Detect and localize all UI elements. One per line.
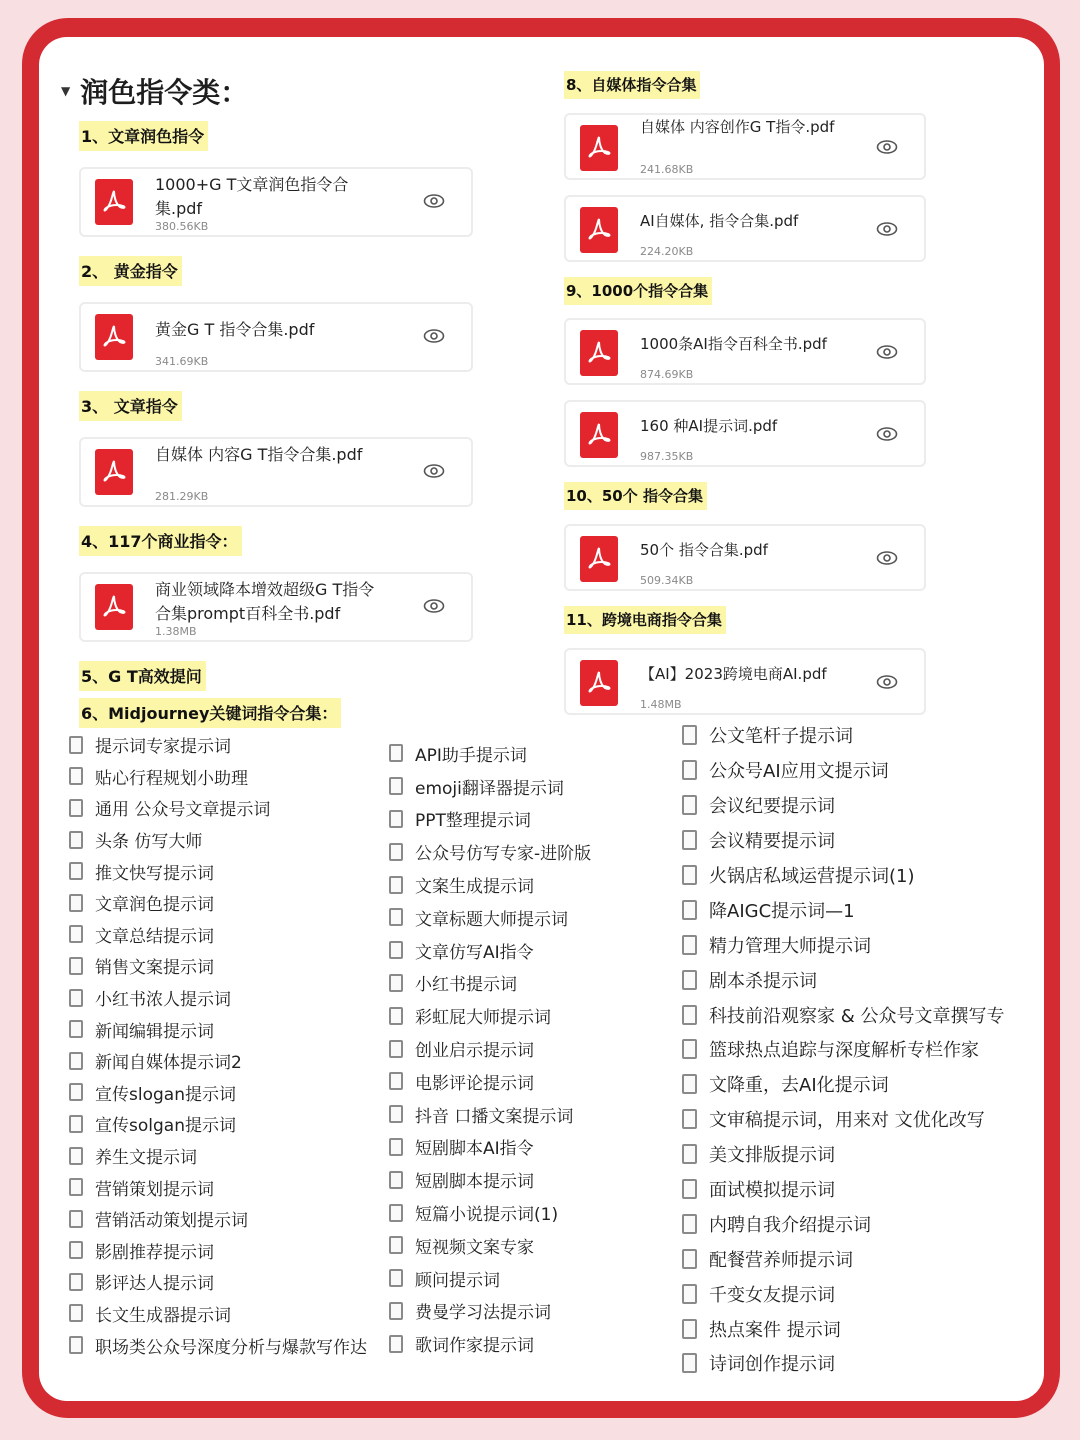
document-icon xyxy=(389,1171,403,1189)
list-item[interactable] xyxy=(69,919,367,951)
list-item-label: 内聘自我介绍提示词 xyxy=(709,1214,871,1236)
list-item-label: 推文快写提示词 xyxy=(95,863,214,884)
document-icon xyxy=(389,744,403,762)
list-item-label: 会议纪要提示词 xyxy=(709,796,835,818)
document-icon xyxy=(69,799,83,817)
pdf-icon xyxy=(580,207,618,253)
document-icon xyxy=(682,1249,697,1269)
document-icon xyxy=(682,1039,697,1059)
list-item-label: 短篇小说提示词(1) xyxy=(415,1205,559,1226)
file-card[interactable] xyxy=(564,524,926,591)
document-icon xyxy=(69,1273,83,1291)
list-item-label: 销售文案提示词 xyxy=(95,958,214,979)
list-item[interactable] xyxy=(682,1346,1004,1381)
document-icon xyxy=(389,941,403,959)
list-item[interactable] xyxy=(682,858,1004,893)
list-item-label: 公文笔杆子提示词 xyxy=(709,726,853,748)
file-card[interactable] xyxy=(564,195,926,262)
list-item-label: 长文生成器提示词 xyxy=(95,1305,231,1326)
document-icon xyxy=(69,1304,83,1322)
document-icon xyxy=(682,1179,697,1199)
document-icon xyxy=(682,1074,697,1094)
file-name: 自媒体 内容创作G T指令.pdf xyxy=(640,118,835,136)
document-icon xyxy=(69,1020,83,1038)
list-item[interactable] xyxy=(682,1206,1004,1241)
list-item[interactable] xyxy=(389,901,591,934)
document-icon xyxy=(389,1138,403,1156)
document-icon xyxy=(682,970,697,990)
file-card[interactable] xyxy=(79,302,473,372)
list-item-label: 短剧脚本提示词 xyxy=(415,1172,534,1193)
heading-8: 8、自媒体指令合集 xyxy=(564,71,700,99)
document-icon xyxy=(682,830,697,850)
pdf-icon xyxy=(95,449,133,495)
list-item[interactable] xyxy=(682,823,1004,858)
file-card[interactable] xyxy=(564,648,926,715)
list-item[interactable] xyxy=(389,1163,591,1196)
list-item[interactable] xyxy=(682,892,1004,927)
list-item[interactable] xyxy=(389,934,591,967)
document-icon xyxy=(389,1040,403,1058)
list-item[interactable] xyxy=(389,967,591,1000)
document-icon xyxy=(69,1241,83,1259)
pdf-icon xyxy=(580,660,618,706)
list-item[interactable] xyxy=(389,1229,591,1262)
list-item[interactable] xyxy=(69,1329,367,1361)
pdf-icon xyxy=(95,314,133,360)
document-icon xyxy=(389,1236,403,1254)
list-item[interactable] xyxy=(682,927,1004,962)
preview-eye-icon[interactable] xyxy=(876,426,898,442)
document-icon xyxy=(682,900,697,920)
document-icon xyxy=(389,810,403,828)
document-icon xyxy=(682,1353,697,1373)
list-item-label: 文审稿提示词，用来对 文优化改写 xyxy=(709,1110,985,1132)
list-item[interactable] xyxy=(389,803,591,836)
list-item-label: 文章总结提示词 xyxy=(95,926,214,947)
list-item[interactable] xyxy=(69,1203,367,1235)
heading-2: 2、 黄金指令 xyxy=(79,256,182,286)
list-item[interactable] xyxy=(682,1102,1004,1137)
preview-eye-icon[interactable] xyxy=(876,221,898,237)
list-item-label: 影剧推荐提示词 xyxy=(95,1242,214,1263)
document-icon xyxy=(69,1210,83,1228)
list-item[interactable] xyxy=(389,770,591,803)
list-item-label: 影评达人提示词 xyxy=(95,1274,214,1295)
list-item-label: 费曼学习法提示词 xyxy=(415,1303,551,1324)
section-title-text: 润色指令类： xyxy=(80,76,249,109)
document-icon xyxy=(69,1052,83,1070)
list-item-label: 营销活动策划提示词 xyxy=(95,1211,248,1232)
document-icon xyxy=(389,1335,403,1353)
list-item-label: 会议精要提示词 xyxy=(709,831,835,853)
list-item[interactable] xyxy=(389,1196,591,1229)
list-item-label: 面试模拟提示词 xyxy=(709,1180,835,1202)
list-item-label: 科技前沿观察家 & 公众号文章撰写专 xyxy=(709,1005,1005,1027)
heading-11: 11、跨境电商指令合集 xyxy=(564,606,726,634)
file-size: 874.69KB xyxy=(640,368,694,381)
document-icon xyxy=(69,736,83,754)
list-item[interactable] xyxy=(389,999,591,1032)
list-item-label: 通用 公众号文章提示词 xyxy=(95,800,271,821)
list-item-label: 宣传solgan提示词 xyxy=(95,1116,236,1137)
document-icon xyxy=(682,1214,697,1234)
list-item-label: 电影评论提示词 xyxy=(415,1073,534,1094)
document-icon xyxy=(682,795,697,815)
document-icon xyxy=(69,862,83,880)
list-item-label: 营销策划提示词 xyxy=(95,1179,214,1200)
file-size: 1.38MB xyxy=(155,625,197,638)
list-item[interactable] xyxy=(69,855,367,887)
document-icon xyxy=(69,767,83,785)
list-item[interactable] xyxy=(682,1311,1004,1346)
document-icon xyxy=(682,865,697,885)
heading-6: 6、Midjourney关键词指令合集： xyxy=(79,698,341,728)
section-title xyxy=(61,71,248,111)
preview-eye-icon[interactable] xyxy=(876,550,898,566)
pdf-icon xyxy=(580,412,618,458)
file-size: 1.48MB xyxy=(640,698,682,711)
list-item-label: 公众号AI应用文提示词 xyxy=(709,761,889,783)
document-icon xyxy=(389,777,403,795)
document-icon xyxy=(682,1284,697,1304)
list-item[interactable] xyxy=(69,1108,367,1140)
list-item-label: 诗词创作提示词 xyxy=(709,1354,835,1376)
document-icon xyxy=(682,1109,697,1129)
list-item[interactable] xyxy=(389,868,591,901)
document-icon xyxy=(389,1072,403,1090)
document-icon xyxy=(69,831,83,849)
list-item[interactable] xyxy=(682,1067,1004,1102)
list-item[interactable] xyxy=(69,1013,367,1045)
list-item[interactable] xyxy=(69,1171,367,1203)
file-card[interactable] xyxy=(79,437,473,507)
preview-eye-icon[interactable] xyxy=(876,344,898,360)
file-card[interactable] xyxy=(564,318,926,385)
list-item[interactable] xyxy=(389,1131,591,1164)
list-item-label: 美文排版提示词 xyxy=(709,1145,835,1167)
list-item-label: 养生文提示词 xyxy=(95,1148,197,1169)
document-icon xyxy=(69,989,83,1007)
heading-4: 4、117个商业指令： xyxy=(79,526,242,556)
list-item[interactable] xyxy=(682,753,1004,788)
file-size: 224.20KB xyxy=(640,245,694,258)
document-icon xyxy=(389,1105,403,1123)
list-item[interactable] xyxy=(69,982,367,1014)
file-size: 241.68KB xyxy=(640,163,694,176)
list-item[interactable] xyxy=(389,1065,591,1098)
preview-eye-icon[interactable] xyxy=(876,139,898,155)
list-item[interactable] xyxy=(389,737,591,770)
list-item[interactable] xyxy=(69,1298,367,1330)
list-item-label: 抖音 口播文案提示词 xyxy=(415,1106,574,1127)
list-item-label: 顾问提示词 xyxy=(415,1270,500,1291)
list-item[interactable] xyxy=(682,997,1004,1032)
notes-page xyxy=(39,37,1044,1401)
list-item-label: 文章标题大师提示词 xyxy=(415,909,568,930)
list-item-label: 小红书浓人提示词 xyxy=(95,990,231,1011)
document-icon xyxy=(389,1204,403,1222)
file-name: AI自媒体, 指令合集.pdf xyxy=(640,212,799,230)
preview-eye-icon[interactable] xyxy=(423,598,445,614)
document-icon xyxy=(389,1269,403,1287)
document-icon xyxy=(682,760,697,780)
file-card[interactable] xyxy=(79,167,473,237)
file-card[interactable] xyxy=(564,113,926,180)
list-item-label: 文章仿写AI指令 xyxy=(415,942,534,963)
document-icon xyxy=(69,1083,83,1101)
list-item[interactable] xyxy=(682,1241,1004,1276)
file-card[interactable] xyxy=(564,400,926,467)
document-icon xyxy=(389,1007,403,1025)
document-icon xyxy=(389,843,403,861)
preview-eye-icon[interactable] xyxy=(423,328,445,344)
list-item[interactable] xyxy=(389,1295,591,1328)
list-item[interactable] xyxy=(389,1098,591,1131)
heading-10: 10、50个 指令合集 xyxy=(564,482,707,510)
heading-9: 9、1000个指令合集 xyxy=(564,277,712,305)
list-item[interactable] xyxy=(69,792,367,824)
file-name: 自媒体 内容G T指令合集.pdf xyxy=(155,445,363,464)
document-icon xyxy=(389,876,403,894)
list-item-label: 公众号仿写专家-进阶版 xyxy=(415,844,592,865)
file-card[interactable] xyxy=(79,572,473,642)
list-item-label: 创业启示提示词 xyxy=(415,1041,534,1062)
document-icon xyxy=(69,1115,83,1133)
list-item-label: 贴心行程规划小助理 xyxy=(95,768,248,789)
list-item-label: 降AIGC提示词—1 xyxy=(709,900,855,922)
list-item-label: 职场类公众号深度分析与爆款写作达 xyxy=(95,1337,367,1358)
preview-eye-icon[interactable] xyxy=(423,193,445,209)
list-item[interactable] xyxy=(69,1235,367,1267)
file-name: 【AI】2023跨境电商AI.pdf xyxy=(640,665,827,683)
list-item[interactable] xyxy=(389,835,591,868)
list-item[interactable] xyxy=(69,761,367,793)
list-item[interactable] xyxy=(682,788,1004,823)
list-item[interactable] xyxy=(389,1032,591,1065)
file-size: 380.56KB xyxy=(155,220,209,233)
list-item-label: PPT整理提示词 xyxy=(415,811,531,832)
file-size: 509.34KB xyxy=(640,574,694,587)
heading-1: 1、文章润色指令 xyxy=(79,121,208,151)
list-item-label: 头条 仿写大师 xyxy=(95,832,203,853)
list-item-label: API助手提示词 xyxy=(415,745,527,766)
list-item-label: 新闻编辑提示词 xyxy=(95,1021,214,1042)
file-name: 160 种AI提示词.pdf xyxy=(640,417,778,435)
file-list-col-2 xyxy=(389,737,591,1360)
list-item[interactable] xyxy=(69,824,367,856)
preview-eye-icon[interactable] xyxy=(423,463,445,479)
list-item[interactable] xyxy=(389,1262,591,1295)
list-item[interactable] xyxy=(69,1266,367,1298)
preview-eye-icon[interactable] xyxy=(876,674,898,690)
document-icon xyxy=(682,725,697,745)
pdf-icon xyxy=(95,584,133,630)
list-item[interactable] xyxy=(69,729,367,761)
file-name: 1000+G T文章润色指令合集.pdf xyxy=(155,175,349,218)
list-item-label: 彩虹屁大师提示词 xyxy=(415,1008,551,1029)
list-item[interactable] xyxy=(69,950,367,982)
document-icon xyxy=(69,925,83,943)
list-item-label: 文案生成提示词 xyxy=(415,877,534,898)
list-item-label: 短剧脚本AI指令 xyxy=(415,1139,534,1160)
heading-3: 3、 文章指令 xyxy=(79,391,182,421)
list-item-label: 提示词专家提示词 xyxy=(95,737,231,758)
document-icon xyxy=(389,974,403,992)
document-icon xyxy=(389,908,403,926)
file-list-col-1 xyxy=(69,729,367,1361)
file-name: 50个 指令合集.pdf xyxy=(640,541,768,559)
list-item-label: 剧本杀提示词 xyxy=(709,970,817,992)
list-item-label: 篮球热点追踪与深度解析专栏作家 xyxy=(709,1040,979,1062)
list-item-label: 小红书提示词 xyxy=(415,975,517,996)
list-item[interactable] xyxy=(682,718,1004,753)
document-icon xyxy=(69,894,83,912)
collapse-triangle-icon[interactable]: ▼ xyxy=(61,84,71,98)
list-item[interactable] xyxy=(682,1032,1004,1067)
document-icon xyxy=(682,1005,697,1025)
list-item-label: 短视频文案专家 xyxy=(415,1237,534,1258)
list-item-label: 文章润色提示词 xyxy=(95,895,214,916)
pdf-icon xyxy=(580,536,618,582)
list-item-label: 千变女友提示词 xyxy=(709,1284,835,1306)
pdf-icon xyxy=(580,125,618,171)
file-name: 黄金G T 指令合集.pdf xyxy=(155,320,315,339)
list-item-label: 新闻自媒体提示词2 xyxy=(95,1053,242,1074)
file-size: 281.29KB xyxy=(155,490,209,503)
list-item[interactable] xyxy=(682,962,1004,997)
list-item[interactable] xyxy=(389,1327,591,1360)
heading-5: 5、G T高效提问 xyxy=(79,661,206,691)
file-name: 商业领域降本增效超级G T指令合集prompt百科全书.pdf xyxy=(155,580,375,623)
list-item-label: 文降重，去AI化提示词 xyxy=(709,1075,889,1097)
document-icon xyxy=(389,1302,403,1320)
pdf-icon xyxy=(95,179,133,225)
list-item-label: 歌词作家提示词 xyxy=(415,1336,534,1357)
pdf-icon xyxy=(580,330,618,376)
document-icon xyxy=(69,1147,83,1165)
list-item[interactable] xyxy=(682,1137,1004,1172)
document-icon xyxy=(69,1178,83,1196)
document-icon xyxy=(69,1336,83,1354)
list-item-label: 配餐营养师提示词 xyxy=(709,1249,853,1271)
list-item[interactable] xyxy=(69,1045,367,1077)
file-list-col-3 xyxy=(682,718,1004,1381)
document-icon xyxy=(682,935,697,955)
list-item-label: emoji翻译器提示词 xyxy=(415,778,564,799)
file-size: 341.69KB xyxy=(155,355,209,368)
list-item[interactable] xyxy=(69,887,367,919)
list-item-label: 宣传slogan提示词 xyxy=(95,1084,236,1105)
document-icon xyxy=(682,1319,697,1339)
list-item[interactable] xyxy=(682,1172,1004,1207)
list-item-label: 热点案件 提示词 xyxy=(709,1319,841,1341)
list-item[interactable] xyxy=(682,1276,1004,1311)
file-name: 1000条AI指令百科全书.pdf xyxy=(640,335,827,353)
list-item[interactable] xyxy=(69,1077,367,1109)
document-icon xyxy=(682,1144,697,1164)
list-item[interactable] xyxy=(69,1140,367,1172)
list-item-label: 精力管理大师提示词 xyxy=(709,935,871,957)
list-item-label: 火锅店私域运营提示词(1) xyxy=(709,866,915,887)
document-icon xyxy=(69,957,83,975)
file-size: 987.35KB xyxy=(640,450,694,463)
